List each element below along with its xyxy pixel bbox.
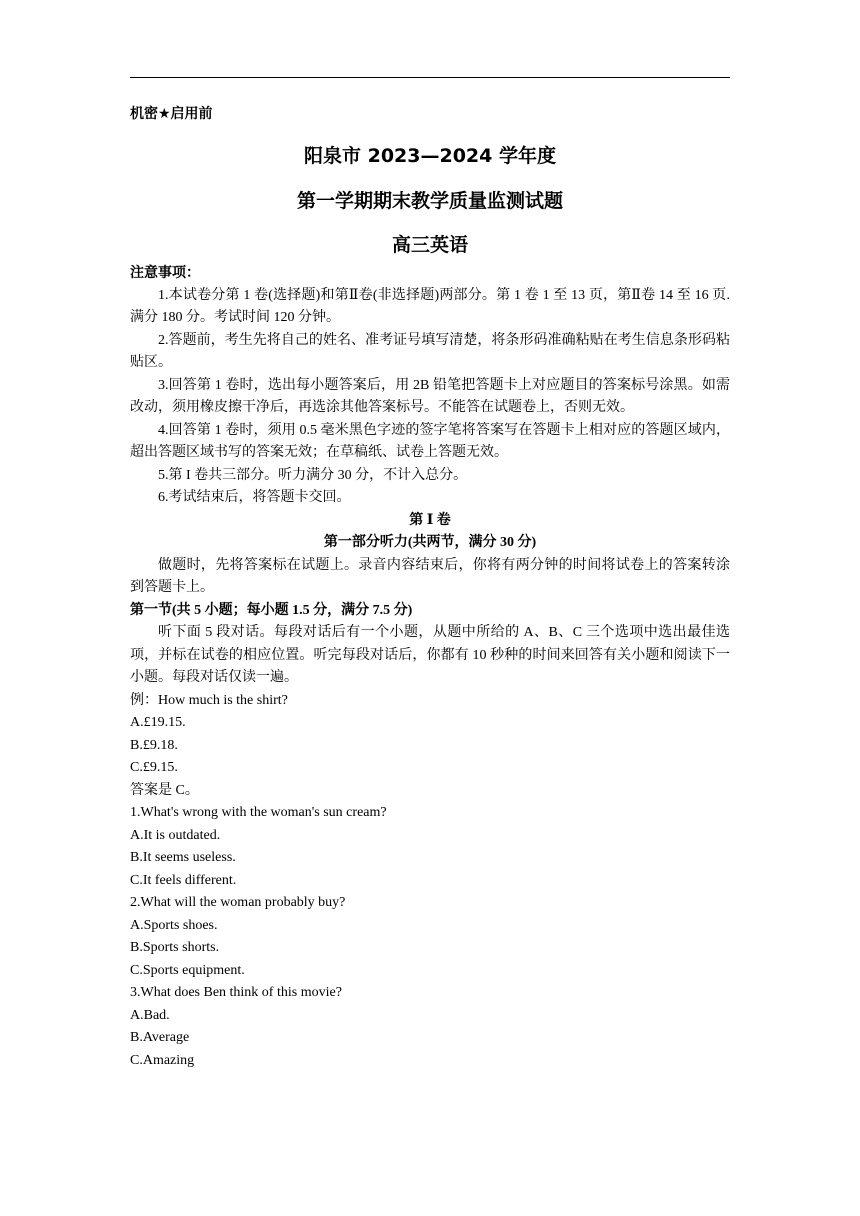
notice-item: 2.答题前，考生先将自己的姓名、准考证号填写清楚，将条形码准确粘贴在考生信息条形码粘贴区。 — [130, 332, 730, 370]
notice-item: 6.考试结束后，将答题卡交回。 — [158, 490, 351, 505]
notice-label: 注意事项： — [130, 265, 200, 281]
question-2: 2.What will the woman probably buy? — [130, 895, 346, 910]
exam-title-line2: 第一学期期末教学质量监测试题 — [296, 190, 563, 212]
example-option: B.£9.18. — [130, 737, 178, 753]
question-option: C.Amazing — [130, 1052, 195, 1068]
confidential-label: 机密★启用前 — [130, 106, 213, 122]
question-3: 3.What does Ben think of this movie? — [130, 985, 342, 1000]
example-question: 例：How much is the shirt? — [130, 692, 288, 708]
exam-page — [130, 103, 730, 1072]
section1-intro: 听下面 5 段对话。每段对话后有一个小题，从题中所给的 A、B、C 三个选项中选出最佳选项，并标在试卷的相应位置。听完每段对话后，你都有 10 秒种的时间来回答有关小题和阅读下一小题。每段对话仅读一遍。 — [130, 625, 730, 685]
notice-item: 4.回答第 1 卷时，须用 0.5 毫米黑色字迹的签字笔将答案写在答题卡上相对应的答题区域内，超出答题区域书写的答案无效；在草稿纸、试卷上答题无效。 — [130, 422, 730, 460]
volume-title: 第 Ⅰ 卷 — [409, 512, 451, 528]
part1-title: 第一部分听力(共两节，满分 30 分) — [323, 535, 537, 550]
question-option: A.Bad. — [130, 1007, 170, 1023]
question-option: A.It is outdated. — [130, 827, 221, 843]
exam-subject-title: 高三英语 — [391, 234, 468, 256]
example-answer: 答案是 C。 — [130, 782, 199, 798]
part1-intro: 做题时，先将答案标在试题上。录音内容结束后，你将有两分钟的时间将试卷上的答案转涂到答题卡上。 — [130, 557, 730, 595]
question-option: B.It seems useless. — [130, 850, 236, 865]
example-option: C.£9.15. — [130, 760, 178, 775]
notice-item: 3.回答第 1 卷时，选出每小题答案后，用 2B 铅笔把答题卡上对应题目的答案标号涂黑。如需改动，须用橡皮擦干净后，再选涂其他答案标号。不能答在试题卷上，否则无效。 — [130, 377, 730, 415]
exam-title-line1: 阳泉市 2023—2024 学年度 — [304, 145, 556, 167]
question-option: B.Sports shorts. — [130, 940, 220, 955]
notice-item: 1.本试卷分第 1 卷(选择题)和第Ⅱ卷(非选择题)两部分。第 1 卷 1 至 13 页，第Ⅱ卷 14 至 16 页.满分 180 分。考试时间 120 分钟。 — [130, 287, 730, 325]
question-option: C.It feels different. — [130, 872, 237, 888]
question-1: 1.What's wrong with the woman's sun cream? — [130, 805, 387, 820]
question-option: A.Sports shoes. — [130, 917, 218, 933]
question-option: C.Sports equipment. — [130, 962, 245, 978]
example-option: A.£19.15. — [130, 715, 186, 730]
question-option: B.Average — [130, 1030, 190, 1045]
section1-title: 第一节(共 5 小题；每小题 1.5 分，满分 7.5 分) — [130, 602, 413, 618]
notice-item: 5.第 I 卷共三部分。听力满分 30 分，不计入总分。 — [158, 467, 468, 483]
header-rule — [130, 77, 730, 78]
